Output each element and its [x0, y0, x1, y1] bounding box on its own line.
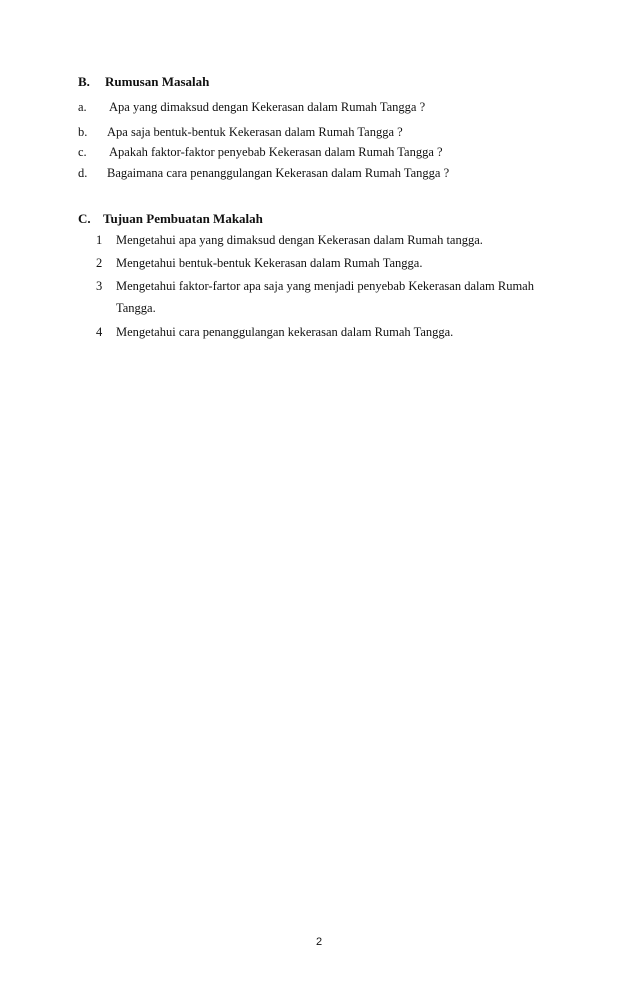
list-item-c-2: [96, 256, 596, 274]
list-item-text-continuation: Tangga.: [116, 301, 156, 315]
page-number: 2: [315, 936, 323, 948]
section-b-title: Rumusan Masalah: [105, 74, 210, 89]
section-c-title: Tujuan Pembuatan Makalah: [103, 211, 263, 226]
list-item-text: Mengetahui apa yang dimaksud dengan Kekerasan dalam Rumah tangga.: [116, 233, 483, 247]
section-c-heading: [78, 211, 263, 227]
list-marker: 3: [96, 279, 103, 293]
list-item-c-4: [96, 325, 596, 343]
list-item-text: Apakah faktor-faktor penyebab Kekerasan dalam Rumah Tangga ?: [109, 145, 443, 159]
list-item-text: Apa yang dimaksud dengan Kekerasan dalam Rumah Tangga ?: [109, 100, 426, 114]
section-b-marker: B.: [78, 74, 90, 89]
list-item-c-3: [96, 279, 596, 297]
list-marker: 2: [96, 256, 103, 270]
list-marker: 4: [96, 325, 103, 339]
list-item-c-1: [96, 233, 596, 251]
section-c-marker: C.: [78, 211, 91, 226]
list-marker: b.: [78, 125, 88, 139]
list-item-text: Mengetahui bentuk-bentuk Kekerasan dalam Rumah Tangga.: [116, 256, 423, 270]
list-item-text: Bagaimana cara penanggulangan Kekerasan dalam Rumah Tangga ?: [107, 166, 450, 180]
list-item-text: Mengetahui faktor-fartor apa saja yang menjadi penyebab Kekerasan dalam Rumah: [116, 279, 534, 293]
list-marker: a.: [78, 100, 87, 114]
list-item-b-c: [78, 145, 598, 163]
list-marker: d.: [78, 166, 88, 180]
section-b-heading: [78, 74, 209, 90]
list-item-b-a: [78, 100, 598, 118]
list-item-text: Mengetahui cara penanggulangan kekerasan dalam Rumah Tangga.: [116, 325, 454, 339]
list-item-b-d: [78, 166, 598, 184]
list-item-c-3-continuation: [96, 301, 596, 319]
list-item-b-b: [78, 125, 598, 143]
list-marker: 1: [96, 233, 103, 247]
list-item-text: Apa saja bentuk-bentuk Kekerasan dalam Rumah Tangga ?: [107, 125, 403, 139]
list-marker: c.: [78, 145, 87, 159]
